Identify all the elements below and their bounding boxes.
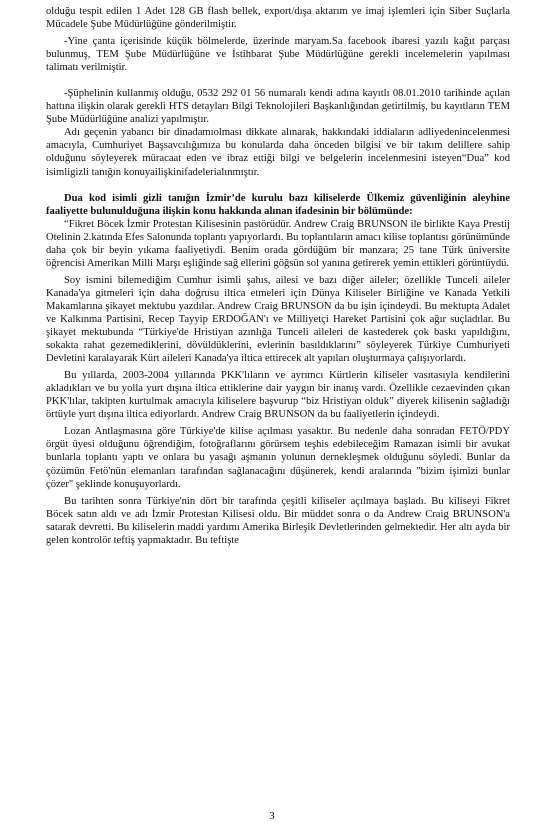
paragraph-witness-statement: Adı geçenin yabancı bir dinadamıolması dikkate alınarak, hakkındaki iddiaların adliyedenincelenmesi amacıyla, Cumhuriyet Başsavcılığımıza bu konularda daha önceden bilgisi ve bir takım delillere sahip olduğunu söyleyerek müracaat eden ve ibraz ettiği bilgi ve belgelerin incelenmesini isteyen“Dua” kod isimligizli tanığın konuyailişkinifadelerialınmıştır. (46, 127, 510, 178)
section-heading: Dua kod isimli gizli tanığın İzmir’de kurulu bazı kiliselerde Ülkemiz güvenliğinin aleyhine faaliyette bulunulduğuna ilişkin konu hakkında alınan ifadesinin bir bölümünde: (46, 192, 510, 217)
paragraph-testimony-5: Bu tarihten sonra Türkiye'nin dört bir tarafında çeşitli kiliseler açılmaya başladı. Bu kiliseyi Fikret Böcek satın aldı ve adı İzmir Protestan Kilisesi oldu. Bir müddet sonra o da Andrew Craig BRUNSON'a satarak devretti. Bu kiliselerin maddi yardımı Amerika Birleşik Devletlerinden gelmektedir. Her altı ayda bir gelen kontrolör teftiş yapmaktadır. Bu teftişte (46, 495, 510, 546)
paragraph-flash-drive: olduğu tespit edilen 1 Adet 128 GB flash bellek, export/dışa aktarım ve imaj işlemleri için Siber Suçlarla Mücadele Şube Müdürlüğüne gönderilmiştir. (46, 6, 510, 31)
page-number: 3 (269, 811, 275, 822)
paragraph-paper-note: -Yine çanta içerisinde küçük bölmelerde, üzerinde maryam.Sa facebook ibaresi yazılı kağıt parçası bulunmuş, TEM Şube Müdürlüğüne ve İstihbarat Şube Müdürlüğüne gerekli incelemelerin yapılması talimatı verilmiştir. (46, 36, 510, 74)
paragraph-testimony-3: Bu yıllarda, 2003-2004 yıllarında PKK'lıların ve ayrımcı Kürtlerin kiliseler vasıtasıyla kendilerini akladıkları ve bu yolla yurt dışına iltica ettiklerine dair yaygın bir inanış vardı. Özellikle cezaevinden çıkan PKK'lılar, takipten kurtulmak amacıyla kiliselere başvurup “biz Hristiyan olduk” diyerek kilisenin sağladığı örtüyle yurt dışına iltica ediyorlardı. Andrew Craig BRUNSON da bu faaliyetlerin içindeydi. (46, 370, 510, 421)
paragraph-testimony-4: Lozan Antlaşmasına göre Türkiye'de kilise açılması yasaktır. Bu nedenle daha sonradan FETÖ/PDY örgüt üyesi olduğunu öğrendiğim, fotoğraflarını görürsem teşhis edebileceğim Ramazan isimli bir avukat bunlarla toplantı yaptı ve onlara bu yasağı aşmanın yolunun dernekleşmek olduğunu söyledi. Bunlar da çözümün Fetö'nün elemanları tarafından sağlanacağını düşünerek, kendi aralarında "bizim işimizi bunlar çözer" şeklinde konuşuyorlardı. (46, 426, 510, 490)
paragraph-testimony-1: “Fikret Böcek İzmir Protestan Kilisesinin pastörüdür. Andrew Craig BRUNSON ile birlikte Kaya Prestij Otelinin 2.katında Efes Salonunda toplantı yapıyorlardı. Bu toplantıların amacı kilise toplantısı görünümünde daha çok bir beyin yıkama faaliyetiydi. Benim orada gördüğüm bir manzara; 25 tane Türk üniversite öğrencisi Amerikan Milli Marşı eşliğinde sağ ellerini göğsün sol yanına getirerek yemin ettikleri görüntüydü. (46, 218, 510, 269)
paragraph-hts-records: -Şüphelinin kullanmış olduğu, 0532 292 01 56 numaralı kendi adına kayıtlı 08.01.2010 tarihinde açılan hattına ilişkin olarak gerekli HTS detayları Bilgi Teknolojileri Başkanlığından getirtilmiş, bu kayıtların TEM Şube Müdürlüğüne analizi yapılmıştır. (46, 88, 510, 126)
paragraph-testimony-2: Soy ismini bilemediğim Cumhur isimli şahıs, ailesi ve bazı diğer aileler; özellikle Tunceli aileler Kanada'ya gitmeleri için daha doğrusu iltica etmeleri için Dünya Kiliseler Birliğine ve Kanada Yetkili Makamlarına şikayet mektubu yazdılar. Andrew Craig BRUNSON da bu işin içindeydi. Bu mektupta Adalet ve Kalkınma Partisini, Recep Tayyip ERDOĞAN'ı ve Milliyetçi Hareket Partisini çok ağır suçladılar. Bu şikayet mektubunda “Türkiye'de Hristiyan azınlığa Tunceli aileleri de kastederek çok baskı yapıldığını, sokakta rahat gezemediklerini, dövüldüklerini, evlerinin basıldıklarını” söyleyerek Türkiye Cumhuriyeti Devletini karalayarak Kürt aileleri Kanada'ya iltica ettirecek alt yapıları oluşturmaya çalışıyorlardı. (46, 274, 510, 365)
